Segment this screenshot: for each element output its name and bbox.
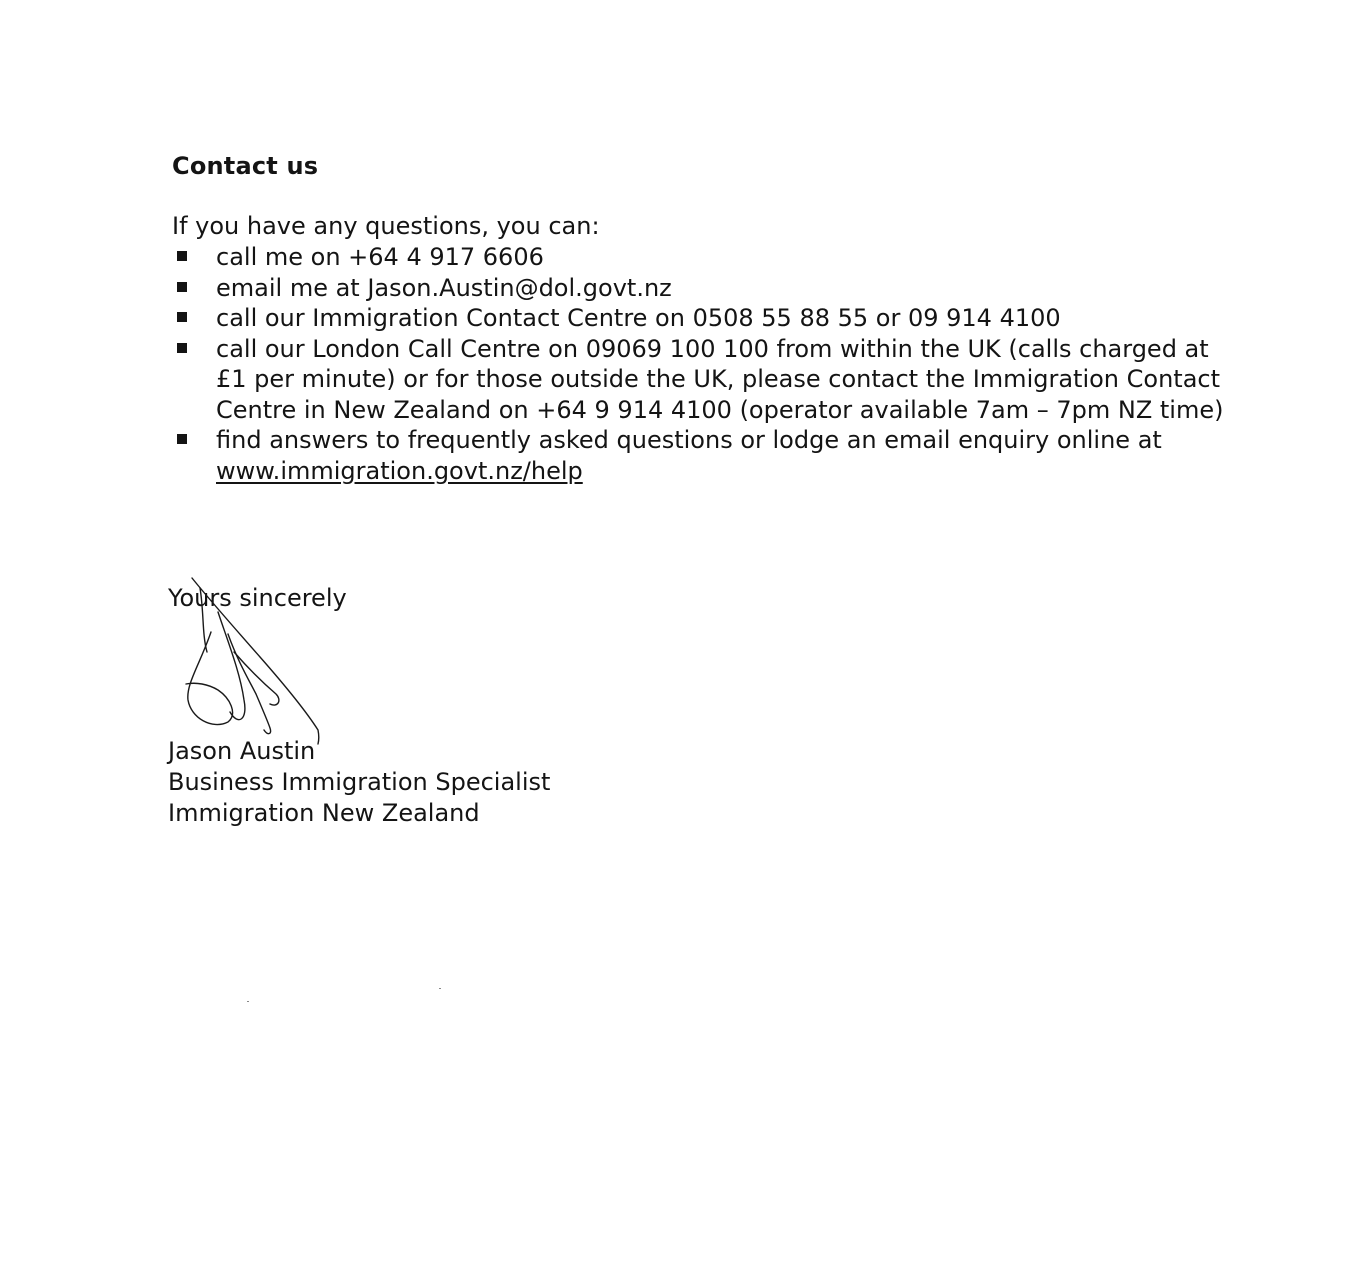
list-item-text: call our Immigration Contact Centre on 0508 55 88 55 or 09 914 4100	[216, 304, 1061, 332]
scan-speck	[439, 988, 441, 989]
contact-heading: Contact us	[172, 152, 319, 180]
list-item-contact-centre	[172, 303, 1232, 334]
list-item-phone	[172, 242, 1232, 273]
square-bullet-icon	[177, 312, 187, 322]
signature-image	[178, 572, 338, 747]
signoff-block	[168, 736, 550, 829]
list-item-text: call me on +64 4 917 6606	[216, 243, 544, 271]
contact-options-list	[172, 242, 1232, 486]
square-bullet-icon	[177, 343, 187, 353]
list-item-email	[172, 273, 1232, 304]
contact-intro: If you have any questions, you can:	[172, 212, 600, 240]
square-bullet-icon	[177, 434, 187, 444]
list-item-london-call-centre	[172, 334, 1232, 426]
list-item-text: email me at Jason.Austin@dol.govt.nz	[216, 273, 672, 302]
square-bullet-icon	[177, 251, 187, 261]
signer-organization: Immigration New Zealand	[168, 799, 480, 827]
help-link[interactable]: www.immigration.govt.nz/help	[216, 456, 583, 485]
square-bullet-icon	[177, 282, 187, 292]
signer-title: Business Immigration Specialist	[168, 768, 551, 796]
closing-salutation: Yours sincerely	[168, 584, 347, 612]
scan-speck	[247, 1001, 249, 1002]
list-item-text: find answers to frequently asked questions or lodge an email enquiry online at	[216, 426, 1162, 454]
list-item-online-help	[172, 425, 1232, 486]
list-item-text: call our London Call Centre on 09069 100 100 from within the UK (calls charged at £1 per minute) or for those outside the UK, please contact the Immigration Contact Centre in New Zealand on +64 9 914 4100 (operator available 7am – 7pm NZ time)	[216, 334, 1224, 424]
signer-name: Jason Austin	[168, 737, 316, 765]
